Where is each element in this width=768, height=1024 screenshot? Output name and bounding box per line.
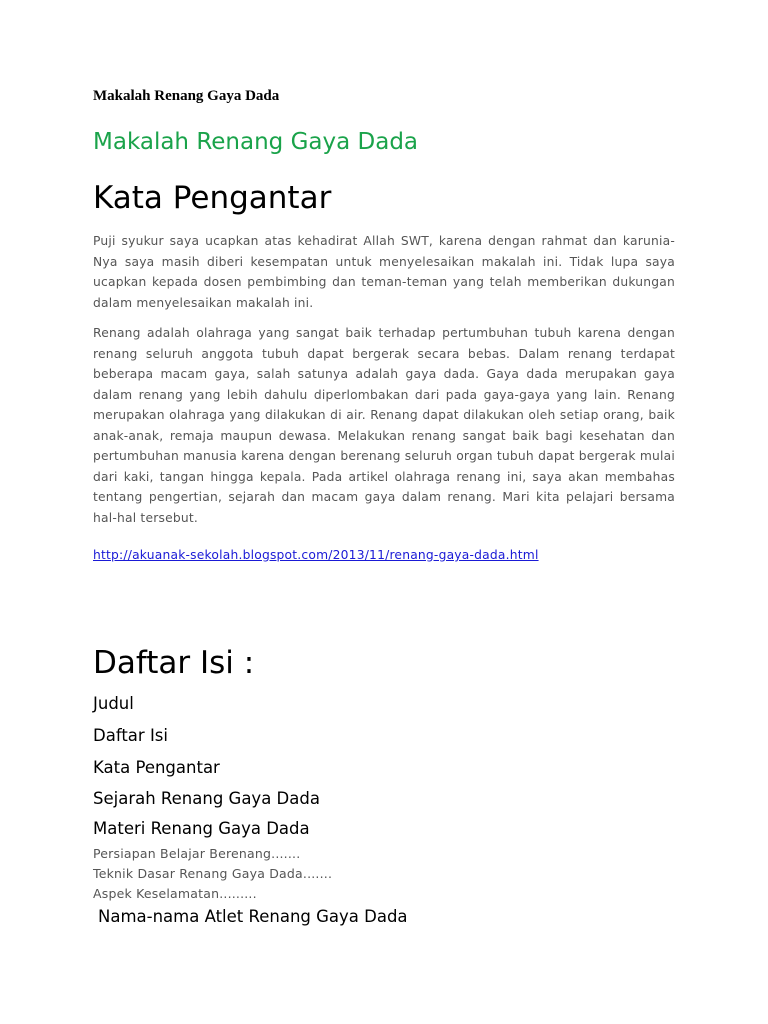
daftar-isi-heading: Daftar Isi : <box>93 645 255 681</box>
document-header-title: Makalah Renang Gaya Dada <box>93 88 280 104</box>
source-link[interactable]: http://akuanak-sekolah.blogspot.com/2013/11/renang-gaya-dada.html <box>93 548 539 562</box>
toc-item-kata-pengantar: Kata Pengantar <box>93 758 220 777</box>
kata-pengantar-heading: Kata Pengantar <box>93 180 332 216</box>
intro-paragraph-2: Renang adalah olahraga yang sangat baik terhadap pertumbuhan tubuh karena dengan renang seluruh anggota tubuh dapat bergerak secara bebas. Dalam renang terdapat beberapa macam gaya, salah satunya adalah gaya dada. Gaya dada merupakan gaya dalam renang yang lebih dahulu diperlombakan dari pada gaya-gaya yang lain. Renang merupakan olahraga yang dilakukan di air. Renang dapat dilakukan oleh setiap orang, baik anak-anak, remaja maupun dewasa. Melakukan renang sangat baik bagi kesehatan dan pertumbuhan manusia karena dengan berenang seluruh organ tubuh dapat bergerak mulai dari kaki, tangan hingga kepala. Pada artikel olahraga renang ini, saya akan membahas tentang pengertian, sejarah dan macam gaya dalam renang. Mari kita pelajari bersama hal-hal tersebut. <box>93 326 675 525</box>
toc-item-judul: Judul <box>93 694 134 713</box>
toc-subitem-persiapan: Persiapan Belajar Berenang....... <box>93 846 301 861</box>
intro-paragraph-1: Puji syukur saya ucapkan atas kehadirat Allah SWT, karena dengan rahmat dan karunia-Nya saya masih diberi kesempatan untuk menyelesaikan makalah ini. Tidak lupa saya ucapkan kepada dosen pembimbing dan teman-teman yang telah memberikan dukungan dalam menyelesaikan makalah ini. <box>93 234 675 310</box>
toc-item-materi: Materi Renang Gaya Dada <box>93 819 310 838</box>
toc-subitem-teknik: Teknik Dasar Renang Gaya Dada....... <box>93 866 333 881</box>
toc-item-daftar-isi: Daftar Isi <box>93 726 168 745</box>
toc-item-atlet: Nama-nama Atlet Renang Gaya Dada <box>98 907 408 926</box>
toc-item-sejarah: Sejarah Renang Gaya Dada <box>93 789 320 808</box>
green-title: Makalah Renang Gaya Dada <box>93 129 419 155</box>
toc-subitem-aspek: Aspek Keselamatan......... <box>93 886 257 901</box>
